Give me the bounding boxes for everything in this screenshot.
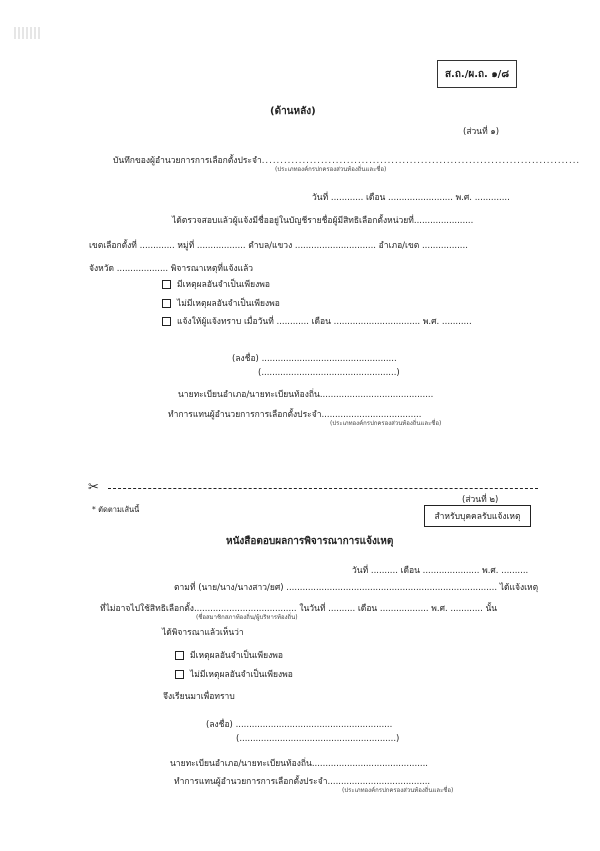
option-label: แจ้งให้ผู้แจ้งทราบ เมื่อวันที่ ............ เดือน ................................ พ.ศ. ...........	[177, 317, 472, 327]
scissors-icon: ✂	[88, 480, 99, 495]
part1-registrar: นายทะเบียนอำเภอ/นายทะเบียนท้องถิ่น..........................................	[178, 390, 434, 400]
cut-line	[108, 488, 538, 489]
back-side-label: (ด้านหลัง)	[270, 106, 316, 117]
part2-title: หนังสือตอบผลการพิจารณาการแจ้งเหตุ	[226, 536, 394, 547]
checkbox[interactable]	[175, 651, 184, 660]
part2-registrar: นายทะเบียนอำเภอ/นายทะเบียนท้องถิ่น...........................................	[170, 759, 429, 769]
part1-option-2[interactable]	[162, 296, 280, 310]
part2-per-line: ตามที่ (นาย/นาง/นางสาว/ยศ) .............................................................................. ได้แจ้งเหตุ	[174, 583, 539, 593]
part2-sign-name: (..........................................................)	[236, 734, 400, 744]
part1-date-line: วันที่ ............ เดือน ........................ พ.ศ. .............	[312, 193, 510, 203]
part2-inform: จึงเรียนมาเพื่อทราบ	[163, 692, 235, 702]
option-label: ไม่มีเหตุผลอันจำเป็นเพียงพอ	[177, 299, 280, 309]
form-code-box	[437, 60, 517, 88]
part1-checked-line: ได้ตรวจสอบแล้วผู้แจ้งมีชื่ออยู่ในบัญชีรายชื่อผู้มีสิทธิเลือกตั้งหน่วยที่......................	[172, 216, 474, 226]
part1-sign-name: (..................................................)	[258, 368, 400, 378]
receiver-box	[424, 505, 531, 527]
part1-option-1[interactable]	[162, 277, 270, 291]
option-label: มีเหตุผลอันจำเป็นเพียงพอ	[177, 280, 270, 290]
part2-acting-note: (ประเภทองค์กรปกครองส่วนท้องถิ่นและชื่อ)	[342, 787, 454, 794]
checkbox[interactable]	[162, 280, 171, 289]
option-label: ไม่มีเหตุผลอันจำเป็นเพียงพอ	[190, 670, 293, 680]
part2-acting-for: ทำการแทนผู้อำนวยการการเลือกตั้งประจำ......................................	[174, 777, 431, 787]
part1-acting-for: ทำการแทนผู้อำนวยการการเลือกตั้งประจำ.....................................	[168, 410, 422, 420]
cut-note: * ตัดตามเส้นนี้	[92, 505, 140, 514]
receiver-label: สำหรับบุคคลรับแจ้งเหตุ	[434, 512, 521, 522]
part2-label: (ส่วนที่ ๒)	[462, 495, 499, 505]
scan-smudge	[14, 27, 40, 39]
part1-acting-note: (ประเภทองค์กรปกครองส่วนท้องถิ่นและชื่อ)	[330, 420, 442, 427]
part1-province-line: จังหวัด ................... พิจารณาเหตุที่แจ้งแล้ว	[89, 264, 254, 274]
option-label: มีเหตุผลอันจำเป็นเพียงพอ	[190, 651, 283, 661]
part1-org-note: (ประเภทองค์กรปกครองส่วนท้องถิ่นและชื่อ)	[275, 166, 387, 173]
checkbox[interactable]	[162, 317, 171, 326]
checkbox[interactable]	[175, 670, 184, 679]
part1-record-dots: ......................................................................................	[261, 156, 581, 166]
part1-district-line: เขตเลือกตั้งที่ ............. หมู่ที่ .................. ตำบล/แขวง .............................. อำเภอ/เขต .................	[89, 241, 468, 251]
part2-date-line: วันที่ .......... เดือน ..................... พ.ศ. ..........	[352, 566, 529, 576]
part1-option-3[interactable]	[162, 314, 472, 328]
part2-option-2[interactable]	[175, 667, 293, 681]
part2-option-1[interactable]	[175, 648, 283, 662]
form-code: ส.ถ./ผ.ถ. ๑/๘	[444, 68, 510, 80]
part1-label: (ส่วนที่ ๑)	[463, 127, 500, 137]
part2-sign-line: (ลงชื่อ) ..........................................................	[206, 720, 393, 730]
part1-record-text: บันทึกของผู้อำนวยการการเลือกตั้งประจำ	[113, 156, 262, 166]
checkbox[interactable]	[162, 299, 171, 308]
part2-unable-note: (ชื่อสมาชิกสภาท้องถิ่น/ผู้บริหารท้องถิ่น)	[196, 614, 298, 621]
part2-considered: ได้พิจารณาแล้วเห็นว่า	[162, 628, 244, 638]
part1-sign-line: (ลงชื่อ) ..................................................	[232, 354, 397, 364]
part2-unable-line: ที่ไม่อาจไปใช้สิทธิเลือกตั้ง...................................... ในวันที่ .......... เดือน .................. พ.ศ. ............ นั้น	[100, 604, 498, 614]
